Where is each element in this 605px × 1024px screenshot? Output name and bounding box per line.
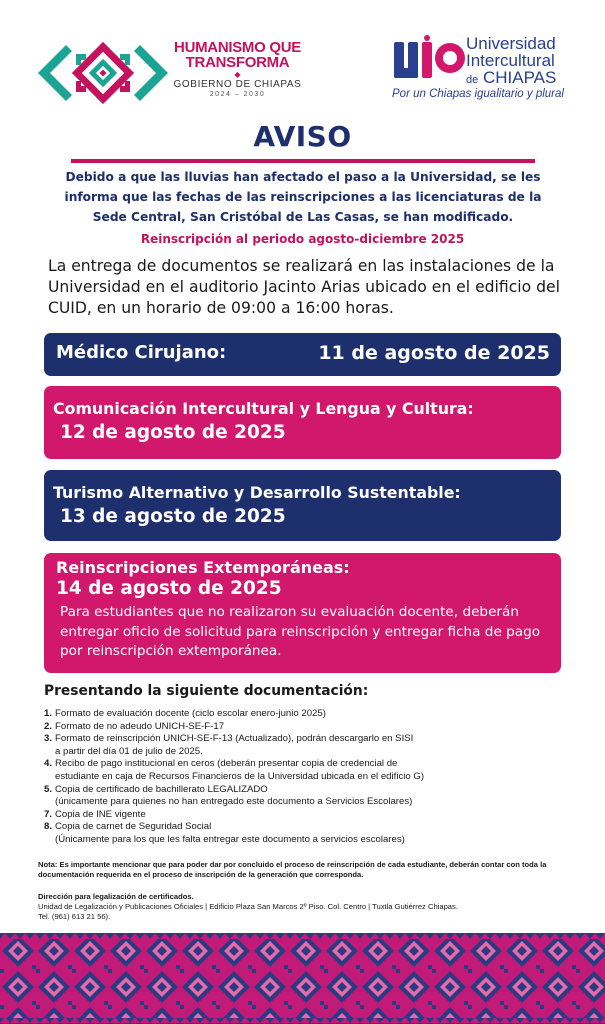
item-number: 5.	[44, 783, 53, 795]
uni-name-line2: Intercultural	[466, 51, 555, 70]
list-item	[44, 821, 544, 846]
footnote: Nota: Es importante mencionar que para poder dar por concluido el proceso de reinscripción de cada estudiante, deberán contar con toda la documentación requerida en el proceso de inscripción de la generación que corresponda.	[38, 860, 547, 879]
item-number: 2.	[44, 720, 53, 732]
list-item	[44, 708, 544, 721]
uni-name-prefix: de	[466, 74, 479, 86]
header	[0, 22, 605, 112]
gov-slogan-line2: TRANSFORMA	[185, 54, 290, 71]
documents-list	[44, 708, 544, 847]
notice-intro: Debido a que las lluvias han afectado el paso a la Universidad, se les informa que las fechas de las reinscripciones a las licenciaturas de la Sede Central, San Cristóbal de Las Casas, se han modificado.	[64, 170, 542, 224]
legal-title: Dirección para legalización de certificados.	[38, 892, 194, 901]
list-item	[44, 809, 544, 822]
legal-address	[38, 892, 578, 922]
item-text: Formato de evaluación docente (ciclo escolar enero-junio 2025)	[55, 708, 326, 719]
list-item	[44, 784, 544, 809]
schedule-career: Médico Cirujano:	[56, 342, 227, 363]
unich-wordmark	[466, 35, 596, 89]
schedule-date: 12 de agosto de 2025	[60, 422, 286, 443]
title-underline	[71, 159, 535, 163]
legal-line1: Unidad de Legalización y Publicaciones Oficiales | Edificio Plaza San Marcos 2º Piso. Col. Centro | Tuxtla Gutiérrez Chiapas.	[38, 902, 458, 911]
gobierno-chiapas-wordmark	[170, 40, 305, 99]
legal-line2: Tel. (961) 613 21 56).	[38, 912, 111, 921]
item-text: Copia de carnet de Seguridad Social	[55, 821, 212, 833]
item-number: 4.	[44, 758, 53, 770]
gov-years: 2024 – 2030	[209, 91, 266, 98]
item-text-continued: a partir del día 01 de julio de 2025.	[55, 745, 203, 757]
schedule-career: Reinscripciones Extemporáneas:	[56, 558, 350, 577]
list-item	[44, 758, 544, 783]
list-item	[44, 733, 544, 758]
item-text-continued: (Únicamente para los que les falta entregar este documento a servicios escolares)	[55, 833, 405, 845]
item-number: 7.	[44, 808, 53, 820]
textile-pattern-band	[0, 933, 605, 1024]
item-text-continued: (únicamente para quienes no han entregado este documento a Servicios Escolares)	[55, 796, 413, 808]
gov-name: GOBIERNO DE CHIAPAS	[173, 79, 302, 90]
schedule-box-turismo	[44, 470, 561, 541]
period-heading: Reinscripción al periodo agosto-diciembre 2025	[140, 232, 465, 246]
unich-logo-icon	[392, 34, 466, 86]
item-text: Recibo de pago institucional en ceros (deberán presentar copia de credencial de	[55, 758, 398, 770]
item-number: 1.	[44, 708, 53, 719]
uni-name-line1: Universidad	[466, 34, 556, 53]
schedule-note: Para estudiantes que no realizaron su evaluación docente, deberán entregar oficio de solicitud para reinscripción y entregar ficha de pago por reinscripción extemporánea.	[60, 604, 541, 659]
schedule-date: 14 de agosto de 2025	[56, 578, 282, 599]
schedule-career: Turismo Alternativo y Desarrollo Sustentable:	[53, 483, 461, 502]
item-text-continued: estudiante en caja de Recursos Financieros de la Universidad ubicada en el edificio G)	[55, 770, 425, 782]
gobierno-chiapas-emblem-icon	[38, 42, 168, 104]
page-title: AVISO	[253, 120, 352, 153]
diamond-separator-icon: ◆	[234, 70, 241, 79]
schedule-box-medico-cirujano	[44, 333, 561, 376]
schedule-box-extemporaneas	[44, 553, 561, 673]
schedule-date: 13 de agosto de 2025	[60, 506, 286, 527]
uni-slogan: Por un Chiapas igualitario y plural	[392, 88, 564, 100]
list-item	[44, 721, 544, 734]
item-text: Copia de certificado de bachillerato LEGALIZADO	[55, 783, 268, 795]
schedule-date: 11 de agosto de 2025	[318, 342, 550, 364]
item-text: Formato de reinscripción UNICH-SE-F-13 (Actualizado), podrán descargarlo en SISI	[55, 733, 414, 745]
uni-name-state: CHIAPAS	[482, 68, 557, 87]
gov-slogan-line1: HUMANISMO QUE	[174, 39, 301, 56]
documents-heading: Presentando la siguiente documentación:	[44, 683, 369, 699]
item-number: 3.	[44, 733, 53, 745]
delivery-info: La entrega de documentos se realizará en las instalaciones de la Universidad en el auditorio Jacinto Arias ubicado en el edificio del CUID, en un horario de 09:00 a 16:00 horas.	[48, 257, 560, 317]
item-text: Formato de no adeudo UNICH-SE-F-17	[55, 720, 225, 732]
uni-name-line3	[466, 69, 596, 89]
schedule-box-comunicacion	[44, 386, 561, 459]
item-text: Copia de INE vigente	[55, 808, 146, 820]
item-number: 8.	[44, 821, 53, 833]
schedule-career: Comunicación Intercultural y Lengua y Cultura:	[53, 399, 474, 418]
